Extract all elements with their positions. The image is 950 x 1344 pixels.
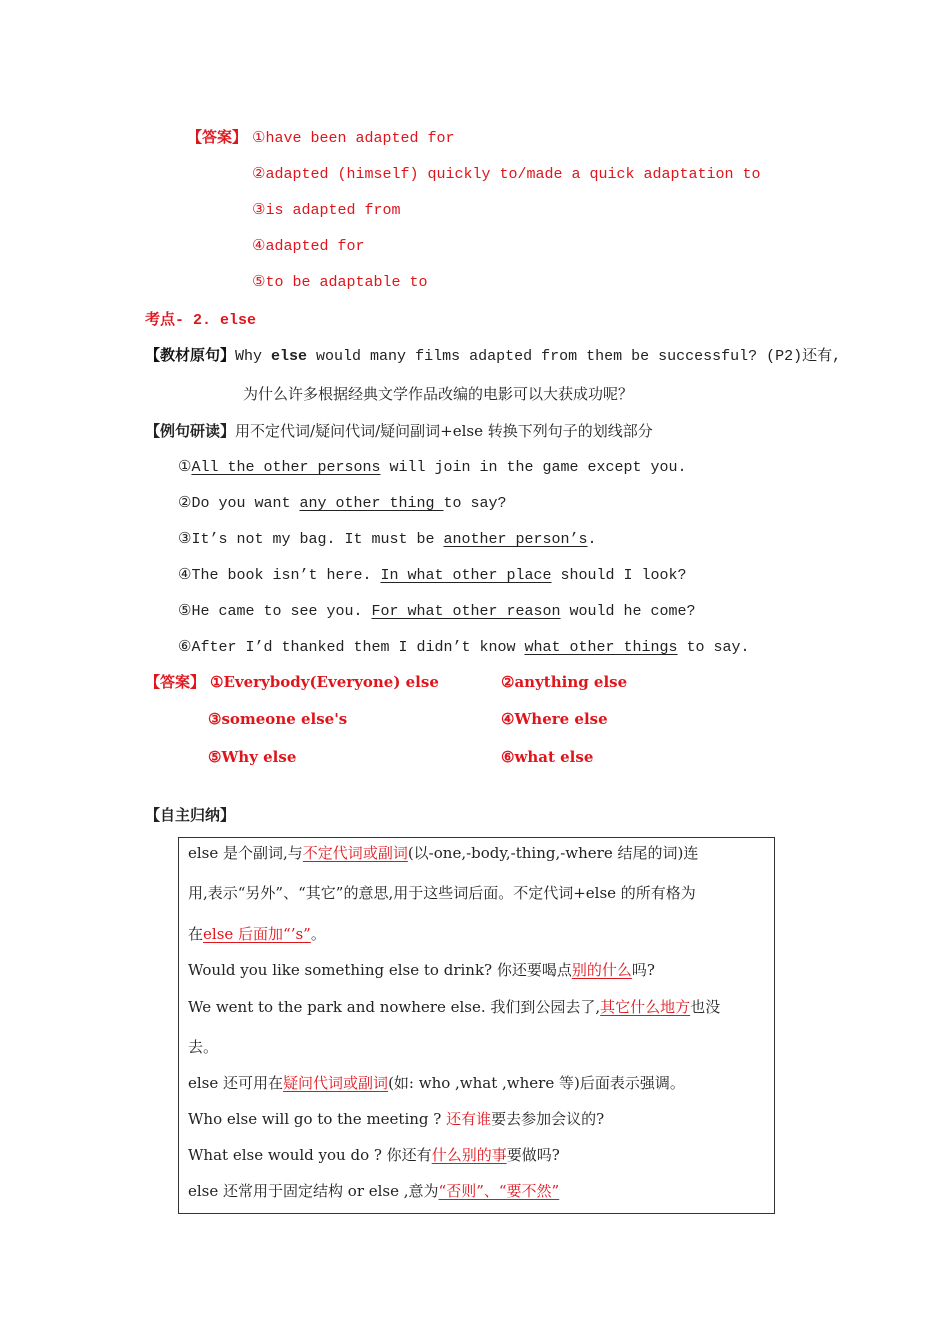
summary-line-1: else 是个副词,与不定代词或副词(以-one,-body,-thing,-where 结尾的词)连 (188, 844, 699, 862)
original-sentence (145, 344, 841, 365)
answer2-item-6: ⑥what else (501, 748, 594, 766)
summary-line-9: What else would you do ? 你还有什么别的事要做吗? (188, 1146, 560, 1164)
summary-box (178, 837, 775, 1214)
summary-line-2: 用,表示“另外”、“其它”的意思,用于这些词后面。不定代词+else 的所有格为 (188, 884, 696, 902)
point-heading: 考点- 2. else (145, 312, 257, 329)
summary-line-6: 去。 (188, 1038, 219, 1056)
answer-item-1: ①have been adapted for (252, 130, 455, 147)
summary-line-5: We went to the park and nowhere else. 我们到公园去了,其它什么地方也没 (188, 998, 721, 1016)
original-pre: Why (235, 348, 272, 365)
summary-line-7: else 还可用在疑问代词或副词(如: who ,what ,where 等)后面表示强调。 (188, 1074, 685, 1092)
study-sentence-5: ⑤He came to see you. For what other reason would he come? (178, 603, 696, 620)
answer2-item-3: ③someone else's (208, 710, 348, 728)
answer-item-4: ④adapted for (252, 238, 365, 255)
answer-label: 【答案】 (187, 128, 248, 146)
study-heading (145, 420, 653, 441)
summary-line-3: 在else 后面加“’s”。 (188, 925, 326, 943)
answer-item-5: ⑤to be adaptable to (252, 274, 428, 291)
study-sentence-1: ①All the other persons will join in the game except you. (178, 459, 687, 476)
study-instruction: 用不定代词/疑问代词/疑问副词+else 转换下列句子的划线部分 (235, 422, 653, 440)
summary-label: 【自主归纳】 (145, 806, 236, 824)
answer-item-3: ③is adapted from (252, 202, 401, 219)
summary-line-8: Who else will go to the meeting ? 还有谁要去参加会议的? (188, 1110, 605, 1128)
study-sentence-3: ③It’s not my bag. It must be another person’s. (178, 531, 597, 548)
summary-line-4: Would you like something else to drink? 你还要喝点别的什么吗? (188, 961, 655, 979)
study-sentence-6: ⑥After I’d thanked them I didn’t know what other things to say. (178, 639, 750, 656)
answer2-item-2: ②anything else (501, 673, 628, 691)
answer2-item-1: ①Everybody(Everyone) else (210, 673, 439, 691)
summary-line-10: else 还常用于固定结构 or else ,意为“否则”、“要不然” (188, 1182, 560, 1200)
original-translation: 为什么许多根据经典文学作品改编的电影可以大获成功呢？ (243, 385, 634, 403)
answer-item-2: ②adapted (himself) quickly to/made a quick adaptation to (252, 166, 761, 183)
study-label: 【例句研读】 (145, 422, 236, 440)
study-sentence-2: ②Do you want any other thing to say? (178, 495, 507, 512)
answer2-item-4: ④Where else (501, 710, 608, 728)
answer2-item-5: ⑤Why else (208, 748, 297, 766)
answer2-label: 【答案】 (145, 673, 206, 691)
original-label: 【教材原句】 (145, 346, 236, 364)
original-keyword: else (271, 348, 308, 365)
original-post: would many films adapted from them be successful? (P2)还有, (307, 348, 842, 365)
study-sentence-4: ④The book isn’t here. In what other place should I look? (178, 567, 687, 584)
